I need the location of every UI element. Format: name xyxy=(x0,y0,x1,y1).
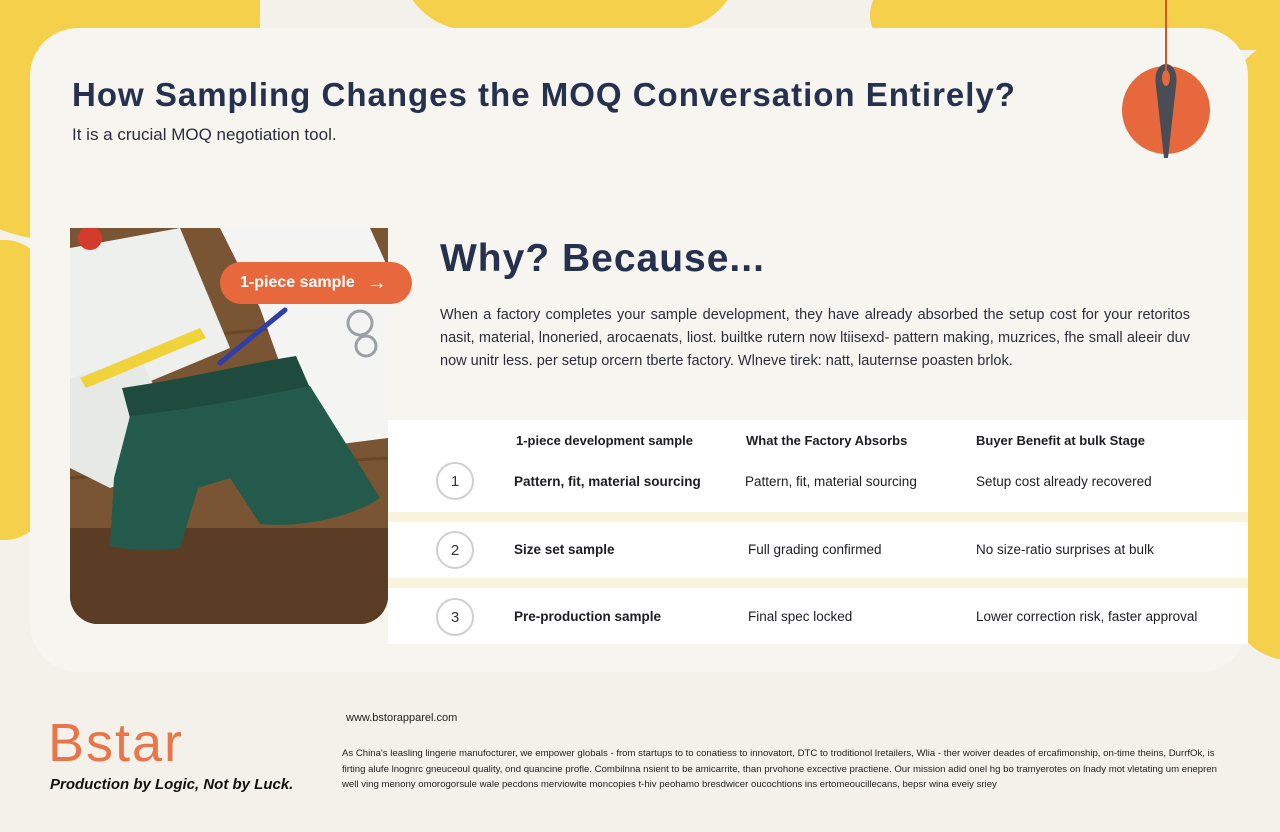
table-cell-benefit: No size-ratio surprises at bulk xyxy=(976,542,1154,557)
row-divider xyxy=(388,578,1248,588)
row-number-badge: 3 xyxy=(436,598,474,636)
table-cell-absorbs: Full grading confirmed xyxy=(748,542,882,557)
table-cell-absorbs: Pattern, fit, material sourcing xyxy=(745,474,917,489)
table-header-absorbs: What the Factory Absorbs xyxy=(746,433,908,448)
sample-pill-label xyxy=(220,262,412,304)
table-cell-sample: Pre-production sample xyxy=(514,609,662,624)
arrow-right-icon: → xyxy=(366,272,387,294)
page-title: How Sampling Changes the MOQ Conversation Entirely? xyxy=(72,76,1016,113)
why-heading: Why? Because... xyxy=(440,237,765,280)
table-cell-absorbs: Final spec locked xyxy=(748,609,853,624)
table-cell-benefit: Setup cost already recovered xyxy=(976,474,1152,489)
page-subtitle: It is a crucial MOQ negotiation tool. xyxy=(72,125,337,144)
pill-text: 1-piece sample xyxy=(240,274,355,291)
table-header-sample: 1-piece development sample xyxy=(516,433,694,448)
decor-blob-top-center xyxy=(400,0,740,30)
table-cell-sample: Size set sample xyxy=(514,542,615,557)
needle-icon xyxy=(1118,0,1214,170)
brand-tagline: Production by Logic, Not by Luck. xyxy=(50,776,294,793)
brand-logo: Bstar xyxy=(48,713,185,773)
table-header-benefit: Buyer Benefit at bulk Stage xyxy=(976,433,1146,448)
table-cell-sample: Pattern, fit, material sourcing xyxy=(514,474,701,489)
row-divider xyxy=(388,512,1248,522)
row-number-badge: 2 xyxy=(436,531,474,569)
website-link[interactable]: www.bstorapparel.com xyxy=(346,712,458,724)
footer-description: As China's leasling lingerie manufocturer, we empower globals - from startups to to conatiess to innovatort, DTC to troditionol lretailers, Wlia - ther woiver deades of ercafimonship, on-time theins, DurrfOk, is firting alufe lnognrc gneuceoul quality, ond quancine profle. Combilnna nsient to be amicarrite, than prvohone excective practiene. Our mission adid onel hg bo tramyerotes on lnady mot vletating um enepren well ving menony omorogorsule wale pecdons merviowite moncopies t-hiv peohamo bresdwicer oucochtions ins ertomeoucillecans, bepsr wina eveiy sriey xyxy=(342,748,1217,790)
why-paragraph: When a factory completes your sample development, they have already absorbed the setup cost for your retoritos nasit, material, lnoneried, arocaenats, liost. builtke rutern now ltiisexd- pattern making, muzrices, fhe small aleeir duv now unitr less. per setup orcern tberte factory. Wlneve tirek: natt, lauternse poasten brlok. xyxy=(440,307,1190,369)
table-cell-benefit: Lower correction risk, faster approval xyxy=(976,609,1198,624)
row-number-badge: 1 xyxy=(436,462,474,500)
